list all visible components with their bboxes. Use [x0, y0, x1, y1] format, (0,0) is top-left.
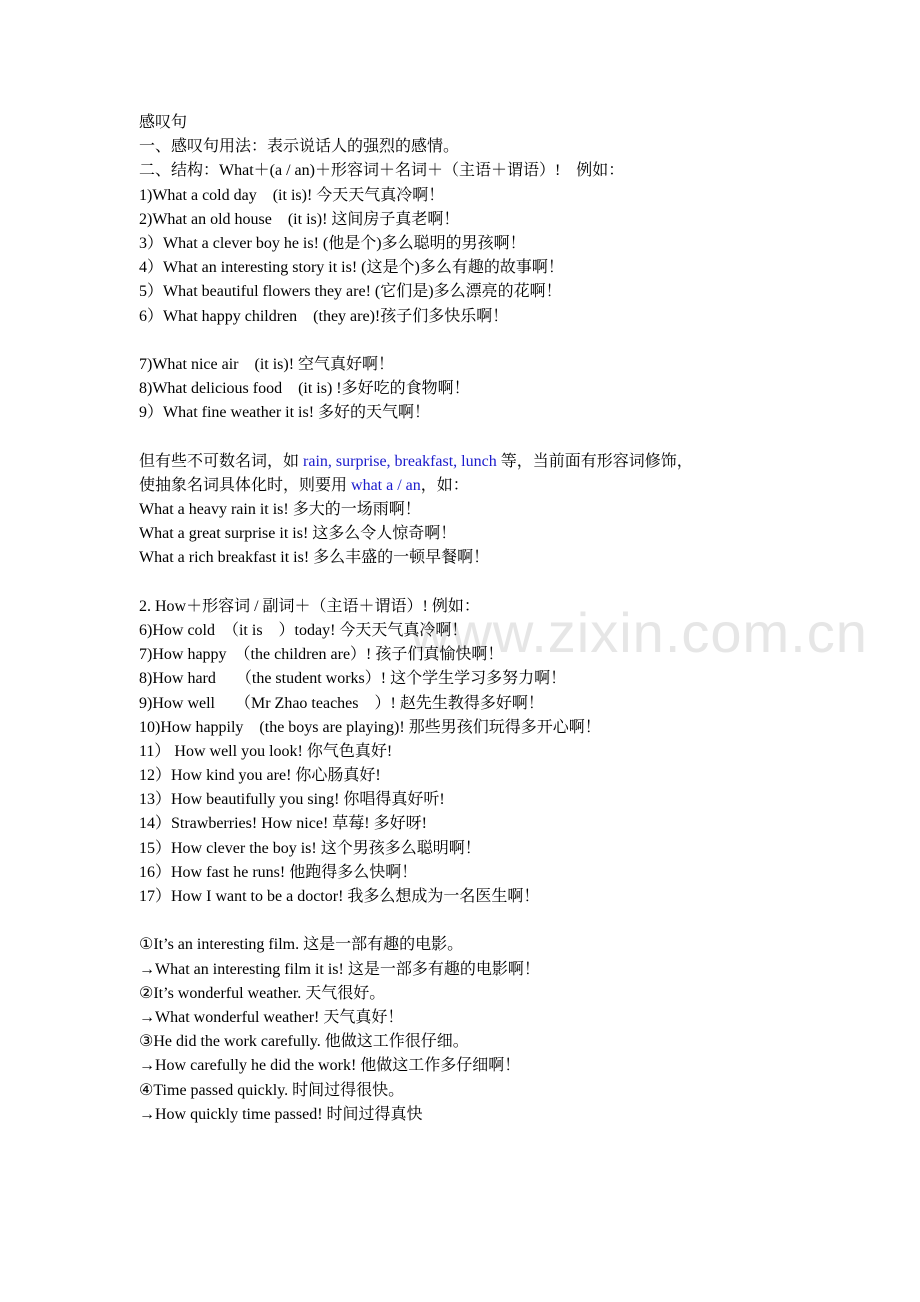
- watermark: www.zixin.com.cn: [410, 601, 868, 664]
- note-example: What a rich breakfast it is! 多么丰盛的一顿早餐啊！: [139, 549, 490, 567]
- how-example: 8)How hard （the student works）! 这个学生学习多努力啊！: [139, 670, 567, 688]
- note-example: What a heavy rain it is! 多大的一场雨啊！: [139, 501, 421, 518]
- note-highlight: rain, surprise, breakfast, lunch: [303, 452, 497, 470]
- transform-example: →What wonderful weather! 天气真好！: [139, 1008, 404, 1026]
- how-example: 17）How I want to be a doctor! 我多么想成为一名医生啊！: [139, 888, 540, 905]
- note-text: ，如：: [420, 476, 469, 494]
- blank-line: [139, 571, 899, 595]
- what-example: 8)What delicious food (it is) !多好吃的食物啊！: [139, 380, 470, 398]
- transform-example: →How carefully he did the work! 他做这工作多仔细啊！: [139, 1057, 521, 1075]
- what-example: 6）What happy children (they are)!孩子们多快乐啊！: [139, 307, 509, 325]
- note-text: 使抽象名词具体化时，则要用: [139, 476, 352, 494]
- note-highlight: what a / an: [351, 476, 421, 494]
- how-example: 12）How kind you are! 你心肠真好!: [139, 767, 381, 785]
- how-example: 6)How cold （it is ）today! 今天天气真冷啊！: [139, 621, 468, 639]
- transform-example: →How quickly time passed! 时间过得真快: [139, 1105, 423, 1123]
- what-example: 9）What fine weather it is! 多好的天气啊！: [139, 404, 431, 422]
- transform-example: ①It’s an interesting film. 这是一部有趣的电影。: [139, 936, 464, 954]
- note-line-2: [139, 474, 899, 498]
- what-example: 2)What an old house (it is)! 这间房子真老啊！: [139, 210, 460, 228]
- doc-title: 感叹句: [139, 114, 188, 131]
- blank-line: [139, 425, 899, 449]
- document-body: [139, 111, 899, 1127]
- how-example: 15）How clever the boy is! 这个男孩多么聪明啊！: [139, 839, 481, 857]
- transform-example: →What an interesting film it is! 这是一部多有趣的电影啊！: [139, 960, 540, 978]
- transform-example: ②It’s wonderful weather. 天气很好。: [139, 984, 386, 1002]
- note-example: What a great surprise it is! 这多么令人惊奇啊！: [139, 525, 457, 543]
- how-example: 10)How happily (the boys are playing)! 那些男孩们玩得多开心啊！: [139, 718, 601, 736]
- what-example: 5）What beautiful flowers they are! (它们是)多么漂亮的花啊！: [139, 283, 562, 301]
- blank-line: [139, 329, 899, 353]
- what-example: 4）What an interesting story it is! (这是个)多么有趣的故事啊！: [139, 259, 564, 277]
- how-example: 16）How fast he runs! 他跑得多么快啊！: [139, 863, 418, 881]
- usage-line: 一、感叹句用法：表示说话人的强烈的感情。: [139, 138, 460, 156]
- transform-example: ④Time passed quickly. 时间过得很快。: [139, 1081, 405, 1099]
- how-example: 7)How happy （the children are）! 孩子们真愉快啊！: [139, 646, 504, 664]
- blank-line: [139, 909, 899, 933]
- how-example: 13）How beautifully you sing! 你唱得真好听!: [139, 791, 445, 809]
- how-structure-line: 2. How＋形容词 / 副词＋（主语＋谓语）! 例如：: [139, 597, 480, 615]
- how-example: 11） How well you look! 你气色真好!: [139, 742, 393, 760]
- what-example: 7)What nice air (it is)! 空气真好啊！: [139, 355, 395, 373]
- note-text: 等，当前面有形容词修饰，: [496, 452, 693, 470]
- what-example: 1)What a cold day (it is)! 今天天气真冷啊！: [139, 186, 445, 204]
- what-example: 3）What a clever boy he is! (他是个)多么聪明的男孩啊！: [139, 234, 526, 252]
- note-line-1: [139, 450, 899, 474]
- note-text: 但有些不可数名词，如: [139, 452, 304, 470]
- how-example: 9)How well （Mr Zhao teaches ）! 赵先生教得多好啊！: [139, 694, 544, 712]
- how-example: 14）Strawberries! How nice! 草莓! 多好呀!: [139, 815, 427, 833]
- structure-line: 二、结构：What＋(a / an)＋形容词＋名词＋（主语＋谓语）! 例如：: [139, 162, 625, 180]
- transform-example: ③He did the work carefully. 他做这工作很仔细。: [139, 1033, 469, 1051]
